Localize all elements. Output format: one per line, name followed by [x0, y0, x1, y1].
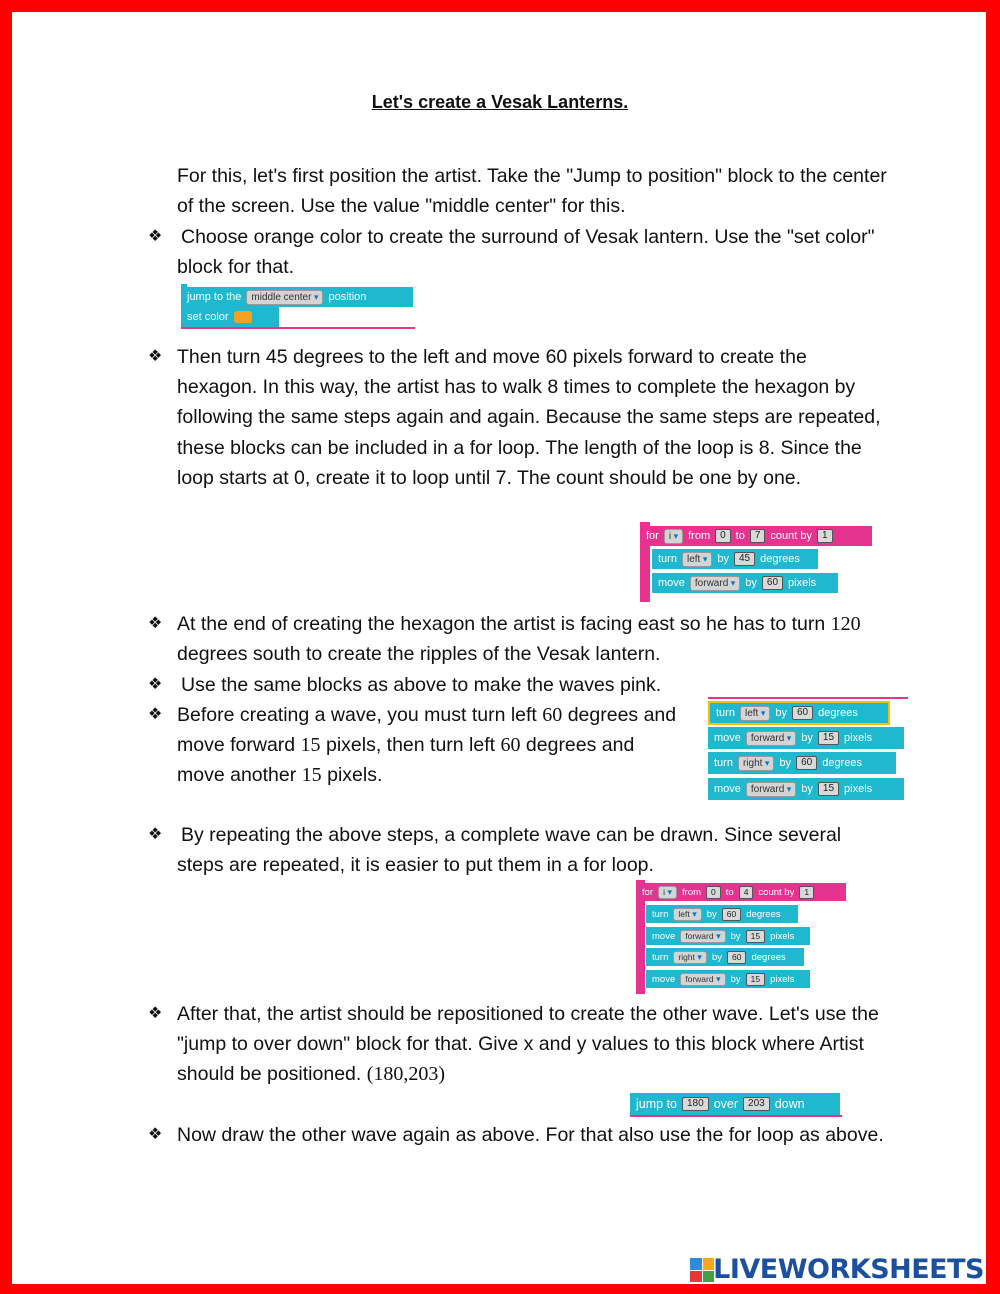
page-border-right [986, 0, 1000, 1294]
paragraph-set-color: Choose orange color to create the surround of Vesak lantern. Use the "set color" block for that. [177, 226, 875, 279]
paragraph-reposition: After that, the artist should be repositioned to create the other wave. Let's use the "jump to over down" block for that. Give x and y values to this block where Artist should be positioned. (180,203) [177, 1003, 879, 1086]
jump-to-position-block: jump to the middle center ▾ position [181, 287, 413, 307]
for-loop-block: for i ▾ from 0 to 7 count by 1 [640, 526, 872, 546]
liveworksheets-logo: LIVEWORKSHEETS [713, 1254, 984, 1285]
for-loop-block: for i ▾ from 0 to 4 count by 1 [636, 883, 846, 901]
bullet-icon: ❖ [148, 1005, 163, 1022]
page-border-top [0, 0, 1000, 12]
turn-block: turn left ▾ by 45 degrees [652, 549, 818, 569]
paragraph-wave-steps: Before creating a wave, you must turn left 60 degrees and move forward 15 pixels, then turn left 60 degrees and move another 15 pixels. [177, 704, 677, 787]
bullet-icon: ❖ [148, 228, 163, 245]
turn-right-block: turn right ▾ by 60 degrees [708, 752, 896, 774]
turn-right-block: turn right ▾ by 60 degrees [646, 948, 804, 966]
bullet-icon: ❖ [148, 826, 163, 843]
move-forward-block: move forward ▾ by 15 pixels [708, 778, 904, 800]
move-forward-block: move forward ▾ by 15 pixels [646, 927, 810, 945]
page-border-left [0, 0, 12, 1294]
paragraph-hexagon: Then turn 45 degrees to the left and move 60 pixels forward to create the hexagon. In this way, the artist has to walk 8 times to complete the hexagon by following the same steps again and again. Because the same steps are repeated, these blocks can be included in a for loop. The length of the loop is 8. Since the loop starts at 0, create it to loop until 7. The count should be one by one. [177, 346, 881, 489]
intro-paragraph: For this, let's first position the artist. Take the "Jump to position" block to the center of the screen. Use the value "middle center" for this. [177, 165, 887, 218]
move-forward-block: move forward ▾ by 15 pixels [708, 727, 904, 749]
jump-to-over-down-block: jump to 180 over 203 down [630, 1093, 840, 1115]
bullet-icon: ❖ [148, 1126, 163, 1143]
turn-left-block: turn left ▾ by 60 degrees [708, 701, 890, 725]
bullet-icon: ❖ [148, 706, 163, 723]
turn-left-block: turn left ▾ by 60 degrees [646, 905, 798, 923]
paragraph-turn-south: At the end of creating the hexagon the artist is facing east so he has to turn 120 degrees south to create the ripples of the Vesak lantern. [177, 613, 861, 666]
page-border-bottom [0, 1284, 1000, 1294]
bullet-icon: ❖ [148, 676, 163, 693]
set-color-block: set color [181, 307, 279, 327]
move-forward-block: move forward ▾ by 15 pixels [646, 970, 810, 988]
page-title: Let's create a Vesak Lanterns. [371, 92, 629, 112]
orange-color-swatch [234, 311, 252, 323]
liveworksheets-logo-icon [690, 1258, 714, 1282]
paragraph-pink-waves: Use the same blocks as above to make the waves pink. [181, 674, 662, 696]
position-dropdown: middle center ▾ [246, 290, 323, 305]
paragraph-draw-other-wave: Now draw the other wave again as above. For that also use the for loop as above. [177, 1124, 884, 1146]
paragraph-repeat-wave: By repeating the above steps, a complete wave can be drawn. Since several steps are repeated, it is easier to put them in a for loop. [177, 824, 842, 877]
bullet-icon: ❖ [148, 348, 163, 365]
bullet-icon: ❖ [148, 615, 163, 632]
move-block: move forward ▾ by 60 pixels [652, 573, 838, 593]
